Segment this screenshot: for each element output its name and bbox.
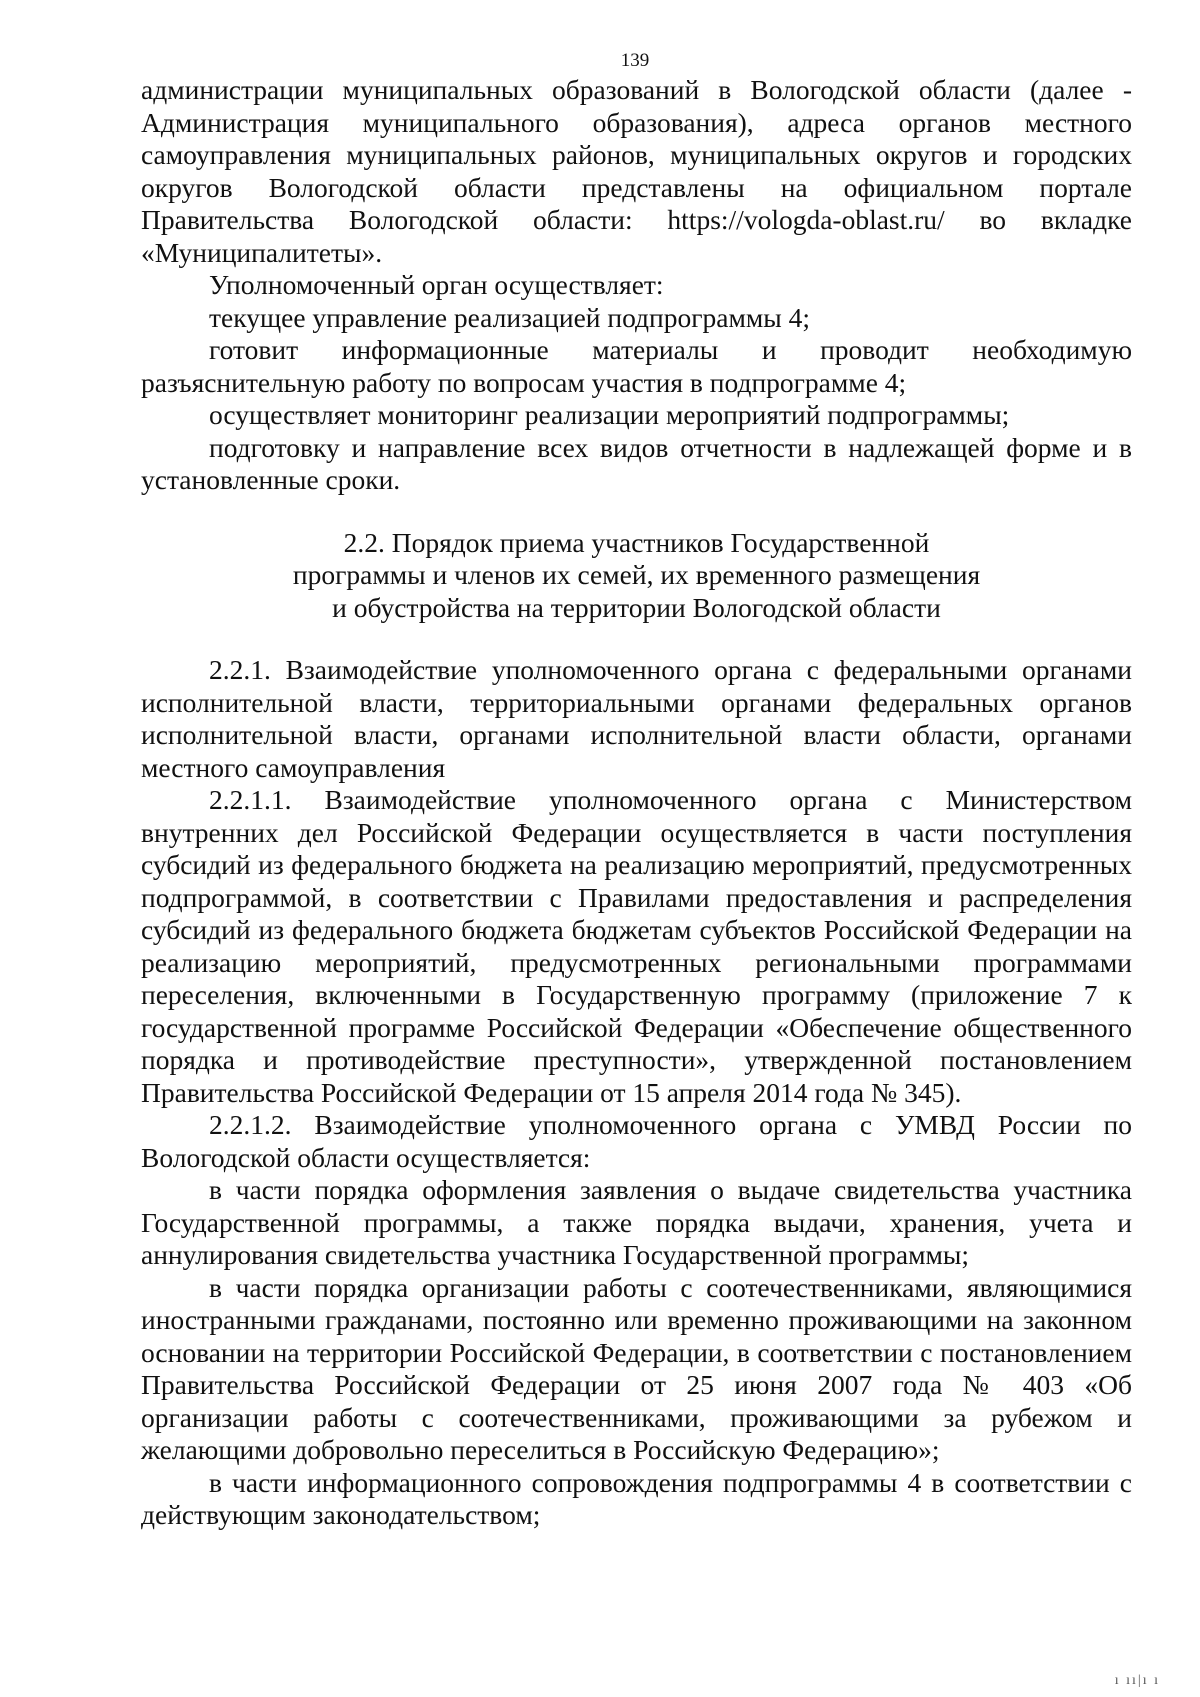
paragraph-administrations-addresses: администрации муниципальных образований в Вологодской области (далее - Администрация муниципального образования), адреса органов местного самоуправления муниципальных районов, муниципальных округов и городских округов Вологодской области представлены на официальном портале Правительства Вологодской области: https://vologda-oblast.ru/ во вкладке «Муниципалитеты».	[141, 74, 1132, 268]
page-number: 139	[620, 50, 650, 71]
paragraph-2-2-1: 2.2.1. Взаимодействие уполномоченного органа с федеральными органами исполнительной власти, территориальными органами федеральных органов исполнительной власти, органами исполнительной власти области, органами местного самоуправления	[141, 654, 1132, 783]
paragraph-monitoring: осуществляет мониторинг реализации мероприятий подпрограммы;	[209, 399, 1010, 430]
section-heading-line: программы и членов их семей, их временного размещения	[292, 559, 981, 590]
paragraph-authority-duties-intro: Уполномоченный орган осуществляет:	[209, 269, 664, 300]
paragraph-compatriots-work: в части порядка организации работы с соотечественниками, являющимися иностранными гражданами, постоянно или временно проживающими на законном основании на территории Российской Федерации, в соответствии с постановлением Правительства Российской Федерации от 25 июня 2007 года № 403 «Об организации работы с соотечественниками, проживающими за рубежом и желающими добровольно переселиться в Российскую Федерацию»;	[141, 1271, 1132, 1465]
scan-artifact-marks: ı ıı|ı ı	[1114, 1673, 1160, 1688]
paragraph-current-management: текущее управление реализацией подпрограммы 4;	[209, 301, 811, 333]
section-heading-line: и обустройства на территории Вологодской области	[332, 591, 941, 623]
paragraph-information-materials: готовит информационные материалы и проводит необходимую разъяснительную работу по вопросам участия в подпрограмме 4;	[141, 334, 1132, 398]
paragraph-certificate-procedure: в части порядка оформления заявления о выдаче свидетельства участника Государственной программы, а также порядка выдачи, хранения, учета и аннулирования свидетельства участника Государственной программы;	[141, 1174, 1132, 1270]
paragraph-reporting: подготовку и направление всех видов отчетности в надлежащей форме и в установленные сроки.	[141, 431, 1132, 495]
page-body	[141, 74, 1132, 1532]
paragraph-2-2-1-2: 2.2.1.2. Взаимодействие уполномоченного органа с УМВД России по Вологодской области осуществляется:	[141, 1109, 1132, 1173]
paragraph-information-support: в части информационного сопровождения подпрограммы 4 в соответствии с действующим законодательством;	[141, 1466, 1132, 1530]
section-heading-2-2	[141, 527, 1132, 625]
section-heading-line: 2.2. Порядок приема участников Государственной	[343, 526, 930, 558]
paragraph-2-2-1-1: 2.2.1.1. Взаимодействие уполномоченного органа с Министерством внутренних дел Российской Федерации осуществляется в части поступления субсидий из федерального бюджета на реализацию мероприятий, предусмотренных подпрограммой, в соответствии с Правилами предоставления и распределения субсидий из федерального бюджета бюджетам субъектов Российской Федерации на реализацию мероприятий, предусмотренных региональными программами переселения, включенными в Государственную программу (приложение 7 к государственной программе Российской Федерации «Обеспечение общественного порядка и противодействие преступности», утвержденной постановлением Правительства Российской Федерации от 15 апреля 2014 года № 345).	[141, 784, 1132, 1108]
